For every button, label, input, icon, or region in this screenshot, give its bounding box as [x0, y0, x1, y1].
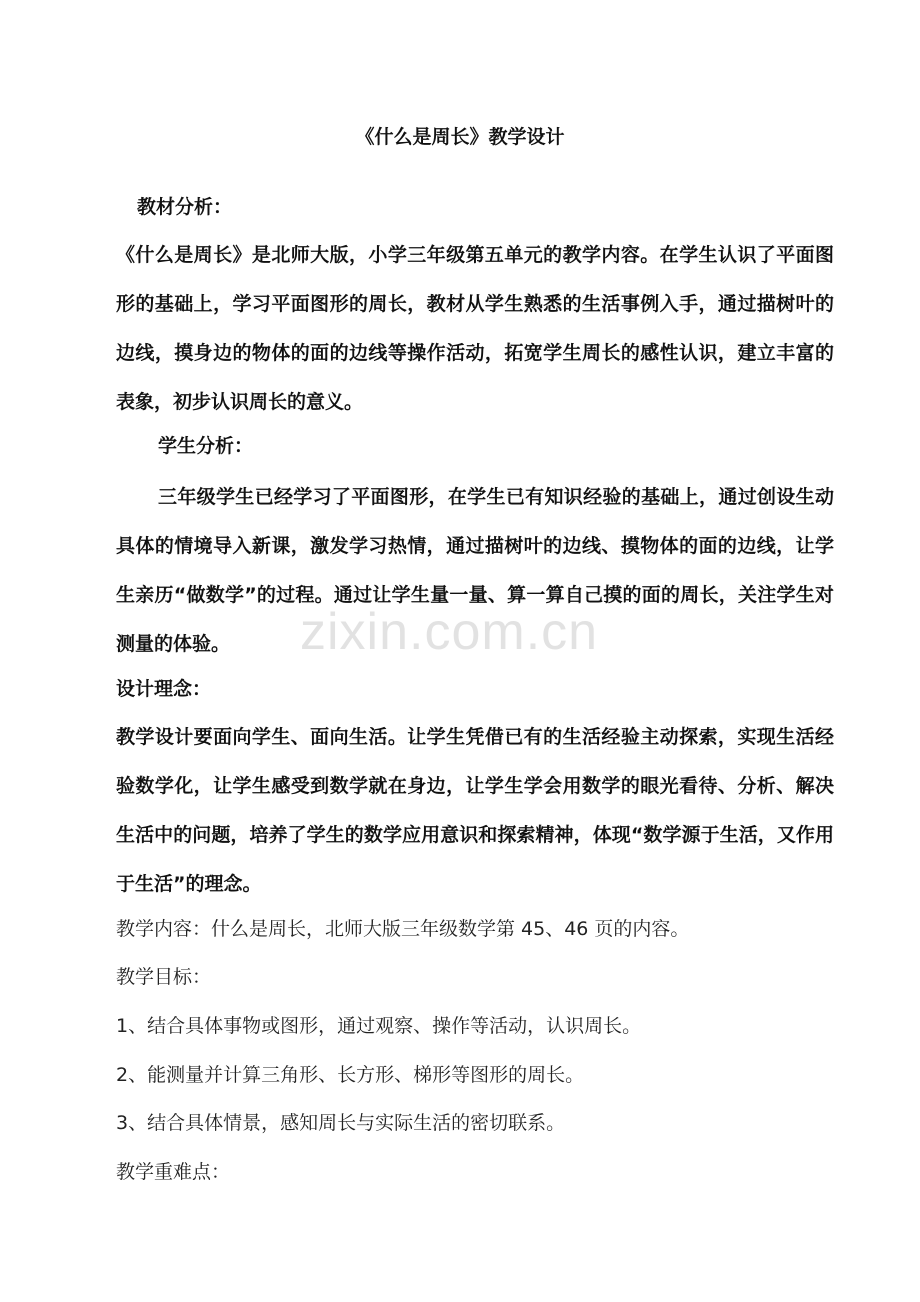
students-heading: 学生分析： — [158, 435, 254, 457]
goal-item: 2、能测量并计算三角形、长方形、梯形等图形的周长。 — [116, 1064, 585, 1086]
materials-body: 《什么是周长》是北师大版，小学三年级第五单元的教学内容。在学生认识了平面图形的基础上，学习平面图形的周长，教材从学生熟悉的生活事例入手，通过描树叶的边线，摸身边的物体的面的边线等操作活动，拓宽学生周长的感性认识，建立丰富的表象，初步认识周长的意义。 — [116, 244, 834, 413]
difficulty-heading: 教学重难点： — [116, 1161, 231, 1183]
goal-item: 1、结合具体事物或图形，通过观察、操作等活动，认识周长。 — [116, 1015, 642, 1037]
page-title: 《什么是周长》教学设计 — [355, 126, 565, 148]
goal-item: 3、结合具体情景，感知周长与实际生活的密切联系。 — [116, 1112, 566, 1134]
concept-body: 教学设计要面向学生、面向生活。让学生凭借已有的生活经验主动探索，实现生活经验数学化，让学生感受到数学就在身边，让学生学会用数学的眼光看待、分析、解决生活中的问题，培养了学生的数学应用意识和探索精神，体现“数学源于生活，又作用于生活”的理念。 — [116, 726, 834, 895]
content-line: 教学内容：什么是周长，北师大版三年级数学第 45、46 页的内容。 — [116, 918, 690, 940]
materials-heading: 教材分析： — [137, 196, 233, 218]
concept-heading: 设计理念： — [116, 678, 212, 700]
watermark: zixin.com.cn — [300, 603, 599, 661]
students-body: 三年级学生已经学习了平面图形，在学生已有知识经验的基础上，通过创设生动具体的情境导入新课，激发学习热情，通过描树叶的边线、摸物体的面的边线，让学生亲历“做数学”的过程。通过让学生量一量、算一算自己摸的面的周长，关注学生对测量的体验。 — [116, 486, 834, 655]
goals-heading: 教学目标： — [116, 966, 212, 988]
